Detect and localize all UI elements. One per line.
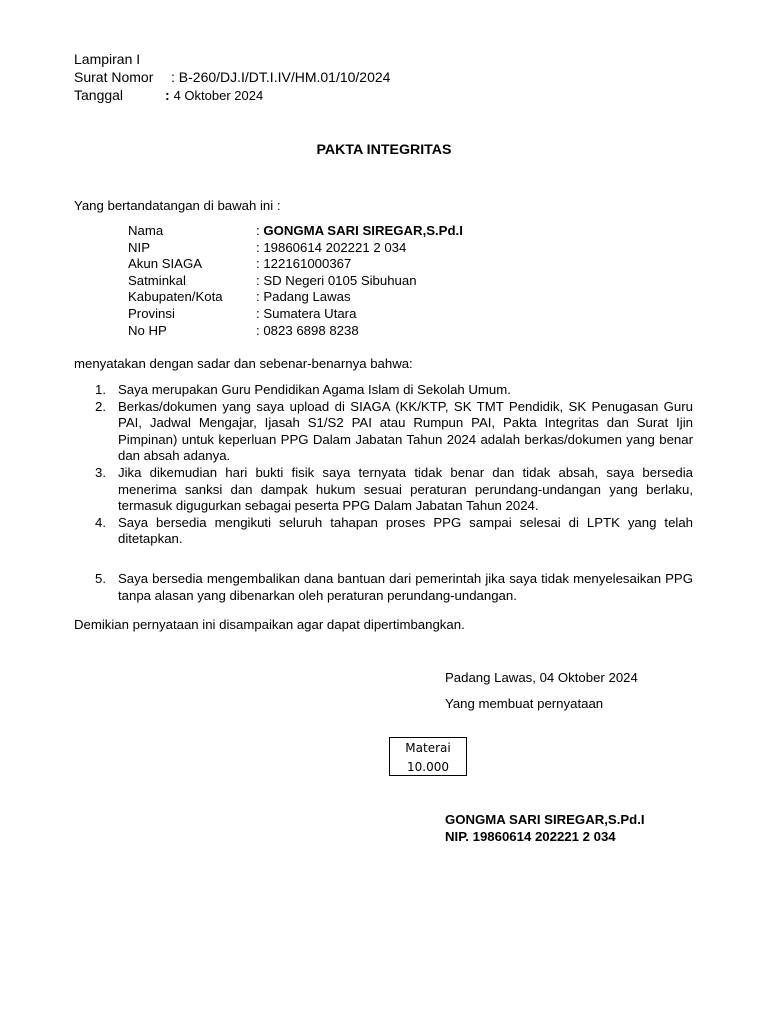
signature-name: GONGMA SARI SIREGAR,S.Pd.I (445, 812, 645, 827)
identity-row-nip (128, 240, 463, 257)
identity-value: : 19860614 202221 2 034 (256, 239, 407, 255)
identity-label: Satminkal (128, 272, 186, 288)
lampiran-line (74, 50, 140, 68)
list-item-number: 4. (95, 514, 106, 530)
list-item-number: 3. (95, 464, 106, 480)
identity-label: Provinsi (128, 305, 175, 321)
surat-nomor-line (74, 68, 390, 86)
list-item (95, 571, 693, 604)
closing-text: Demikian pernyataan ini disampaikan agar dapat dipertimbangkan. (74, 617, 465, 632)
intro-text: Yang bertandatangan di bawah ini : (74, 198, 281, 213)
list-item-number: 2. (95, 398, 106, 414)
list-item-text: Berkas/dokumen yang saya upload di SIAGA (KK/KTP, SK TMT Pendidik, SK Penugasan Guru PAI, Jadwal Mengajar, Ijasah S1/S2 PAI atau Rumpun PAI, Pakta Integritas dan Surat Ijin Pimpinan) untuk keperluan PPG Dalam Jabatan Tahun 2024 adalah berkas/dokumen yang benar dan absah adanya. (118, 398, 693, 464)
identity-row-akun-siaga (128, 256, 463, 273)
identity-row-no-hp (128, 323, 463, 340)
materai-value: 10.000 (407, 760, 449, 774)
surat-nomor-separator: : (171, 69, 175, 85)
identity-label: Akun SIAGA (128, 256, 203, 272)
identity-value (256, 223, 463, 240)
list-item-text: Saya bersedia mengikuti seluruh tahapan proses PPG sampai selesai di LPTK yang telah ditetapkan. (118, 514, 693, 547)
identity-label: Nama (128, 223, 164, 238)
list-item (95, 382, 693, 399)
tanggal-separator: : (165, 87, 170, 103)
identity-row-kabupaten (128, 289, 463, 306)
list-item (95, 399, 693, 465)
identity-value: : 0823 6898 8238 (256, 322, 359, 338)
signature-nip: NIP. 19860614 202221 2 034 (445, 829, 616, 844)
statement-item-5 (95, 571, 693, 604)
tanggal-value: 4 Oktober 2024 (173, 88, 264, 103)
statement-intro: menyatakan dengan sadar dan sebenar-benarnya bahwa: (74, 356, 413, 371)
signature-maker-label: Yang membuat pernyataan (445, 696, 604, 711)
lampiran-label: Lampiran I (74, 51, 141, 67)
list-item-number: 5. (95, 571, 106, 586)
surat-nomor-value: B-260/DJ.I/DT.I.IV/HM.01/10/2024 (178, 69, 391, 85)
list-item-text: Jika dikemudian hari bukti fisik saya ternyata tidak benar dan tidak absah, saya bersedia menerima sanksi dan dampak hukum sesuai peraturan perundang-undangan yang berlaku, termasuk digugurkan sebagai peserta PPG Dalam Jabatan Tahun 2024. (118, 464, 693, 514)
identity-separator: : (256, 223, 264, 238)
identity-value: : Sumatera Utara (256, 305, 357, 321)
identity-label: Kabupaten/Kota (128, 289, 223, 305)
list-item-number: 1. (95, 382, 106, 397)
list-item (95, 465, 693, 515)
identity-value: : Padang Lawas (256, 289, 351, 305)
surat-nomor-label: Surat Nomor (74, 69, 154, 85)
identity-value: : SD Negeri 0105 Sibuhuan (256, 272, 417, 288)
tanggal-label: Tanggal (74, 87, 124, 103)
identity-row-provinsi (128, 306, 463, 323)
identity-label: No HP (128, 322, 167, 338)
identity-row-nama (128, 223, 463, 240)
list-item (95, 515, 693, 548)
identity-value: : 122161000367 (256, 256, 352, 272)
statement-item (95, 382, 693, 548)
identity-table (128, 223, 463, 339)
document-title: PAKTA INTEGRITAS (316, 142, 452, 158)
list-item-text: Saya bersedia mengembalikan dana bantuan dari pemerintah jika saya tidak menyelesaikan PPG tanpa alasan yang dibenarkan oleh peraturan perundang-undangan. (118, 571, 693, 603)
list-item-text: Saya merupakan Guru Pendidikan Agama Islam di Sekolah Umum. (118, 382, 511, 397)
identity-name-value: GONGMA SARI SIREGAR,S.Pd.I (263, 223, 463, 238)
identity-label: NIP (128, 239, 150, 255)
signature-place-date: Padang Lawas, 04 Oktober 2024 (445, 670, 638, 685)
tanggal-line (74, 86, 263, 105)
identity-row-satminkal (128, 273, 463, 290)
materai-stamp-box (389, 737, 467, 776)
materai-label: Materai (405, 741, 451, 755)
